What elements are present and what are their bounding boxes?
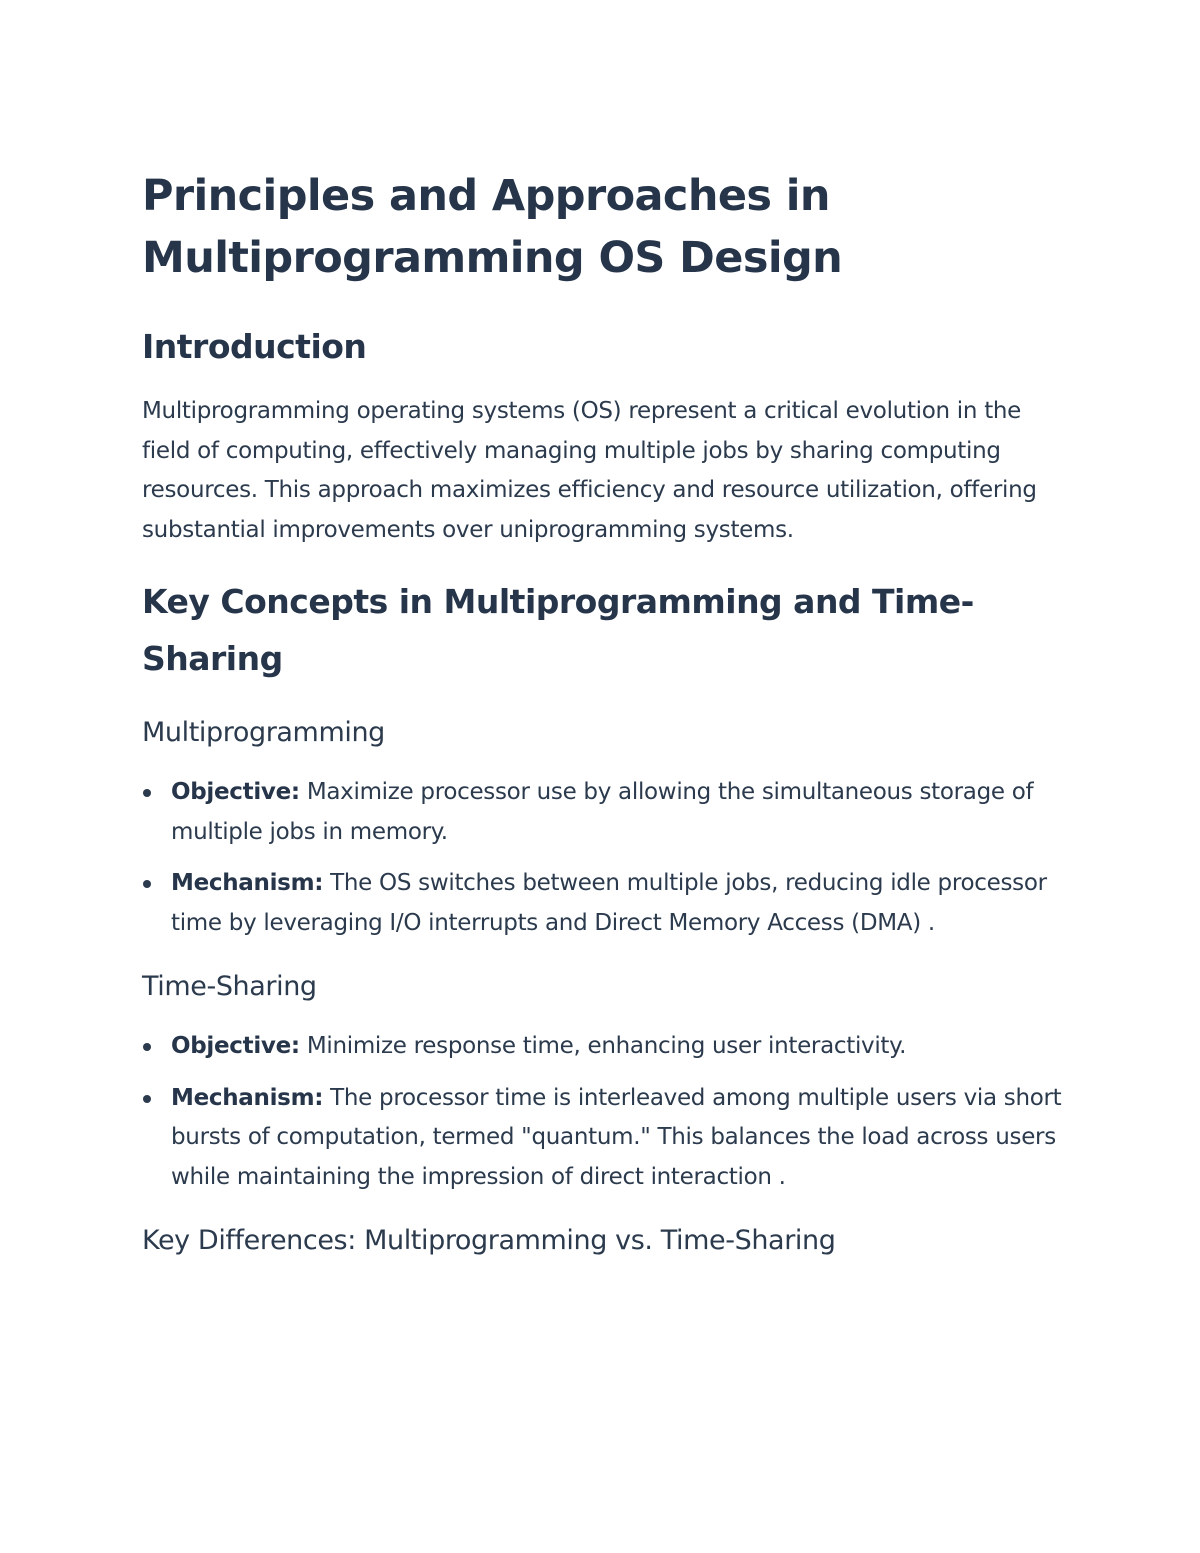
key-differences-heading: Key Differences: Multiprogramming vs. Time-Sharing xyxy=(142,1225,836,1256)
bullet-icon xyxy=(143,789,151,797)
term-description: The processor time is interleaved among multiple users via short bursts of computation, termed "quantum." This balances the load across users while maintaining the impression of direct interaction . xyxy=(171,1084,1062,1190)
page-title-line-1: Principles and Approaches in xyxy=(142,171,830,221)
time-sharing-list xyxy=(142,1027,1072,1197)
bullet-icon xyxy=(143,1095,151,1103)
bullet-icon xyxy=(143,880,151,888)
introduction-paragraph: Multiprogramming operating systems (OS) represent a critical evolution in the field of computing, effectively managing multiple jobs by sharing computing resources. This approach maximizes efficiency and resource utilization, offering substantial improvements over uniprogramming systems. xyxy=(142,398,1037,543)
introduction-heading: Introduction xyxy=(142,327,367,366)
term-label: Objective: xyxy=(171,1033,300,1059)
term-description: The OS switches between multiple jobs, reducing idle processor time by leveraging I/O interrupts and Direct Memory Access (DMA) . xyxy=(171,870,1047,936)
page-title xyxy=(142,165,1072,289)
list-item-ts-objective xyxy=(142,1027,1072,1067)
term-label: Objective: xyxy=(171,779,300,805)
term-label: Mechanism: xyxy=(171,1084,324,1111)
list-item-mp-mechanism xyxy=(142,864,1072,943)
multiprogramming-list xyxy=(142,773,1072,943)
list-item-mp-objective xyxy=(142,773,1072,852)
multiprogramming-heading: Multiprogramming xyxy=(142,717,385,748)
document-page xyxy=(142,165,1072,1261)
term-description: Maximize processor use by allowing the simultaneous storage of multiple jobs in memory. xyxy=(171,779,1034,845)
key-concepts-heading: Key Concepts in Multiprogramming and Time-Sharing xyxy=(142,582,974,678)
list-item-ts-mechanism xyxy=(142,1079,1072,1198)
term-description: Minimize response time, enhancing user interactivity. xyxy=(299,1033,907,1059)
term-label: Mechanism: xyxy=(171,870,324,896)
bullet-icon xyxy=(143,1043,151,1051)
time-sharing-heading: Time-Sharing xyxy=(142,971,317,1002)
page-title-line-2: Multiprogramming OS Design xyxy=(142,233,843,283)
